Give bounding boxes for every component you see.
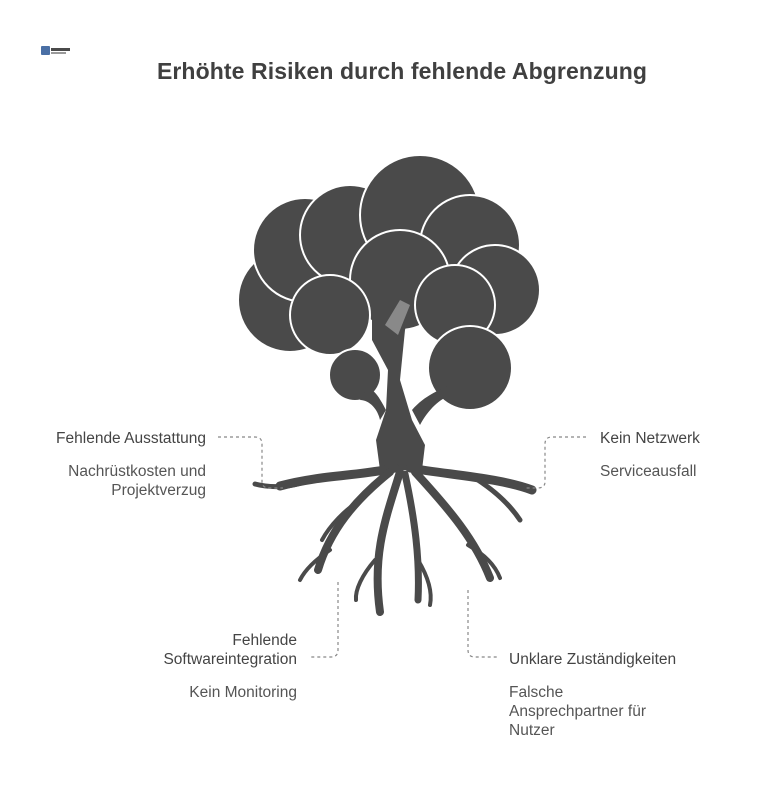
branch-title-responsibility: Unklare Zuständigkeiten [509,651,677,668]
page-title: Erhöhte Risiken durch fehlende Abgrenzung [156,58,648,84]
branch-detail-network: Serviceausfall [600,463,697,480]
branch-title-software: Fehlende Softwareintegration [163,632,297,668]
branch-detail-responsibility: Falsche Ansprechpartner für Nutzer [509,684,646,739]
branch-detail-equipment: Nachrüstkosten und Projektverzug [68,463,206,499]
branch-title-equipment: Fehlende Ausstattung [56,430,206,447]
branch-detail-software: Kein Monitoring [189,684,297,701]
branch-title-network: Kein Netzwerk [600,430,700,447]
tree-roots [255,468,532,612]
